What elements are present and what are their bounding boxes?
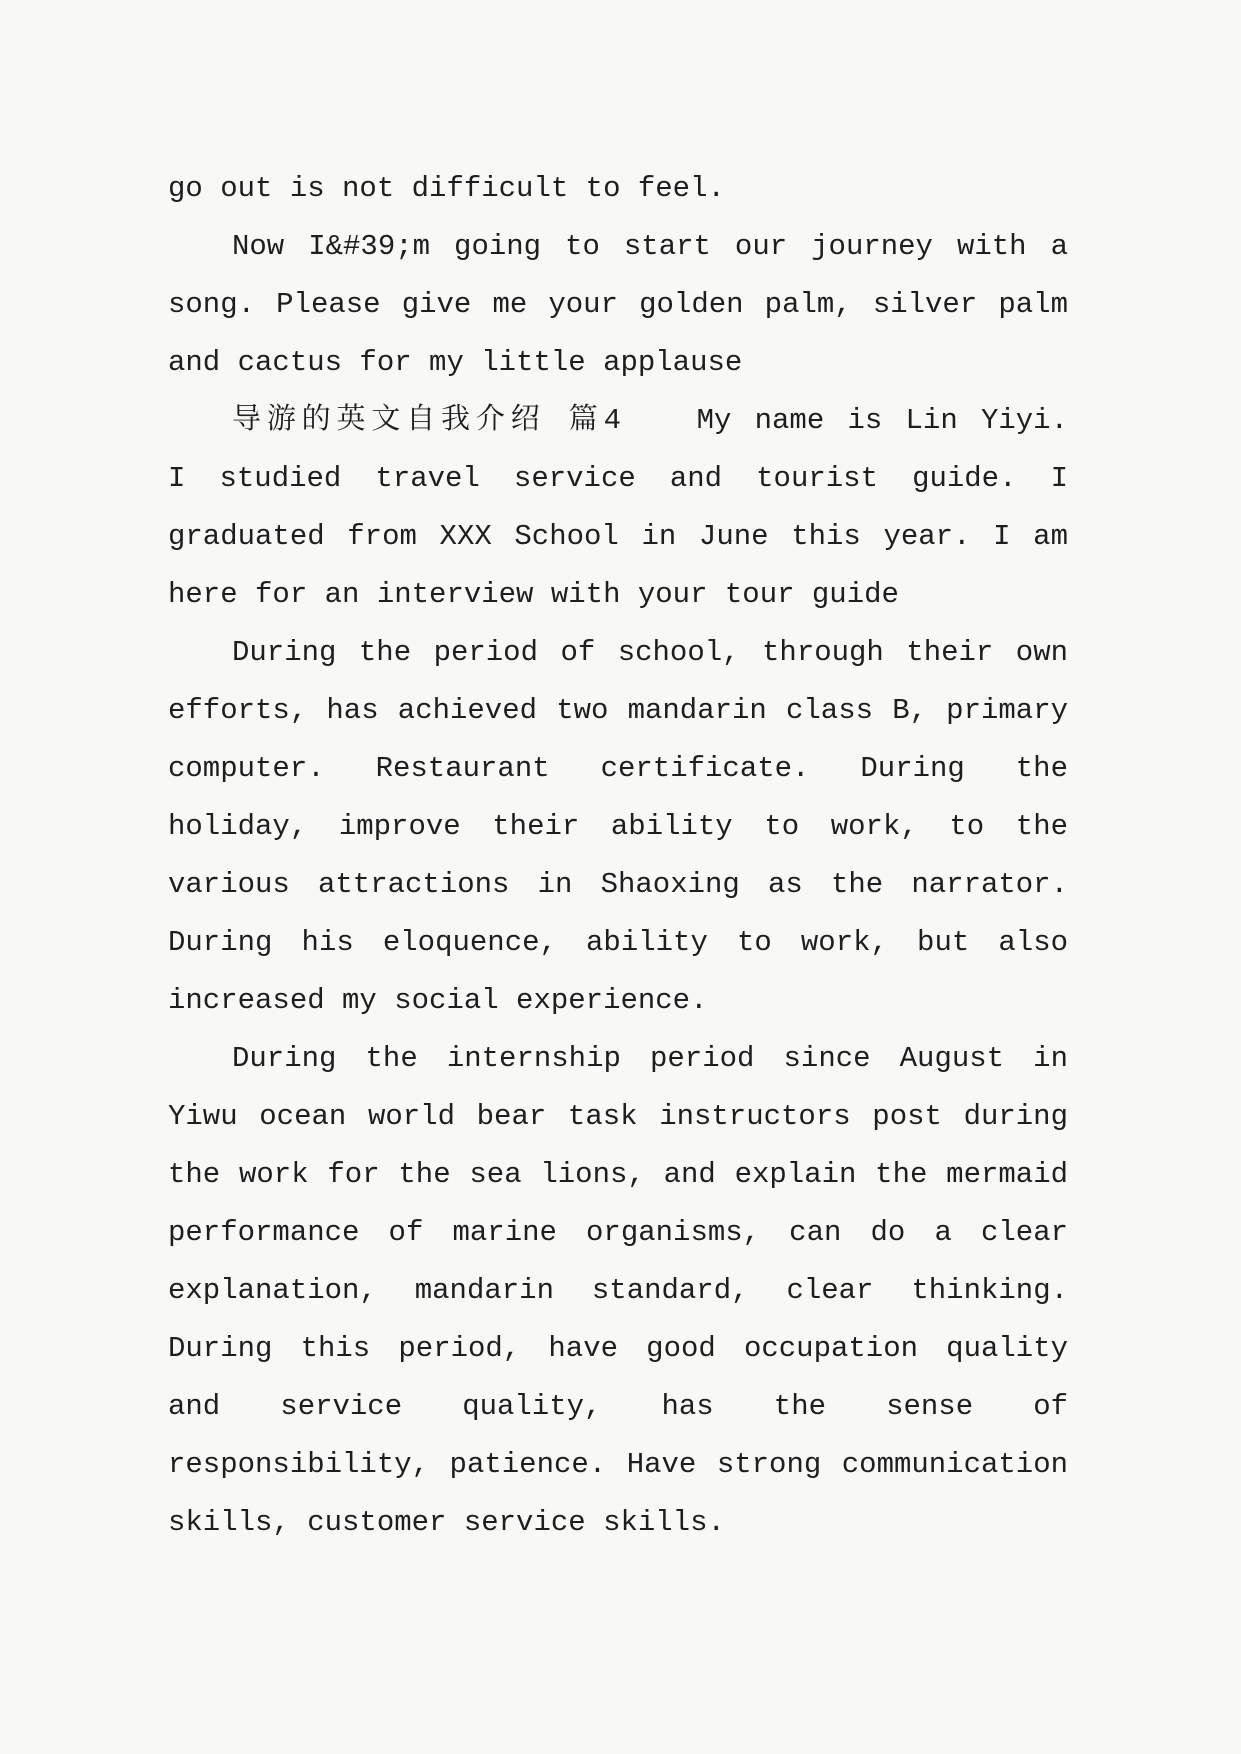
paragraph bbox=[168, 160, 1068, 218]
text-line: During this period, have good occupation quality bbox=[168, 1332, 1068, 1365]
paragraph bbox=[168, 392, 1068, 624]
document-text bbox=[168, 160, 1068, 1552]
text-line: the work for the sea lions, and explain the mermaid bbox=[168, 1158, 1068, 1191]
text-line: increased my social experience. bbox=[168, 984, 708, 1017]
text-line: graduated from XXX School in June this year. I am bbox=[168, 520, 1068, 553]
text-line: During his eloquence, ability to work, but also bbox=[168, 926, 1068, 959]
text-line: here for an interview with your tour guide bbox=[168, 578, 899, 611]
text-line: I studied travel service and tourist guide. I bbox=[168, 462, 1068, 495]
text-line: go out is not difficult to feel. bbox=[168, 172, 725, 205]
text-line: Now I&#39;m going to start our journey with a bbox=[232, 230, 1068, 263]
paragraph bbox=[168, 1030, 1068, 1552]
text-line: explanation, mandarin standard, clear thinking. bbox=[168, 1274, 1068, 1307]
text-line: During the internship period since August in bbox=[232, 1042, 1068, 1075]
paragraph bbox=[168, 624, 1068, 1030]
text-line: During the period of school, through their own bbox=[232, 636, 1068, 669]
text-line: holiday, improve their ability to work, to the bbox=[168, 810, 1068, 843]
paragraph bbox=[168, 218, 1068, 392]
text-line: responsibility, patience. Have strong communication bbox=[168, 1448, 1068, 1481]
text-line: efforts, has achieved two mandarin class B, primary bbox=[168, 694, 1068, 727]
text-line: song. Please give me your golden palm, silver palm bbox=[168, 288, 1068, 321]
text-line: computer. Restaurant certificate. During the bbox=[168, 752, 1068, 785]
text-line: and cactus for my little applause bbox=[168, 346, 743, 379]
text-line: 导游的英文自我介绍 篇4 My name is Lin Yiyi. bbox=[232, 404, 1068, 437]
text-line: Yiwu ocean world bear task instructors post during bbox=[168, 1100, 1068, 1133]
text-line: performance of marine organisms, can do a clear bbox=[168, 1216, 1068, 1249]
text-line: skills, customer service skills. bbox=[168, 1506, 725, 1539]
text-line: and service quality, has the sense of bbox=[168, 1390, 1068, 1423]
text-line: various attractions in Shaoxing as the narrator. bbox=[168, 868, 1068, 901]
